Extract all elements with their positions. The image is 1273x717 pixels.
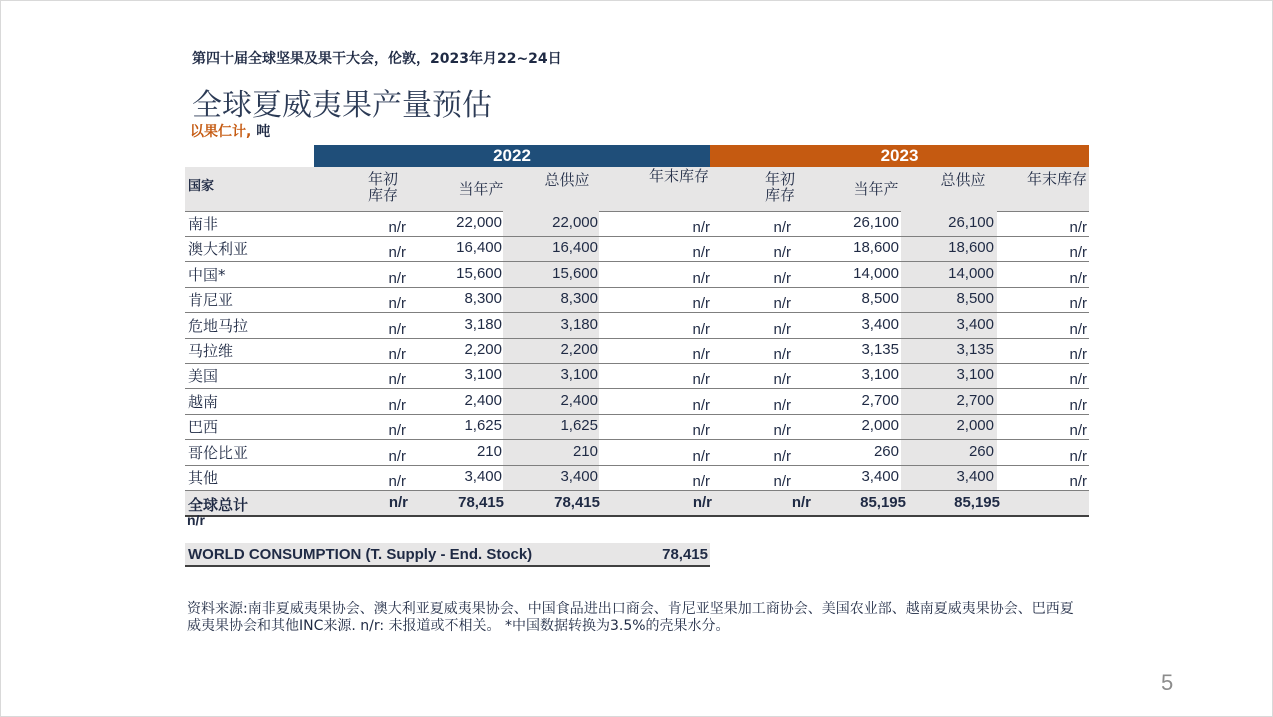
start-stock-2023: n/r <box>773 295 791 313</box>
end-stock-2022: n/r <box>692 219 710 236</box>
start-stock-2022: n/r <box>388 244 406 262</box>
total-supply-2022: 210 <box>572 442 598 460</box>
total-supply-2023: 3,135 <box>956 341 994 358</box>
total-supply-2022: 15,600 <box>552 264 598 282</box>
total-supply-2022: 22,000 <box>552 214 598 231</box>
production-2022: 3,180 <box>464 315 502 333</box>
production-2022: 16,400 <box>456 239 502 257</box>
column-header-row <box>185 167 1089 212</box>
header-start-stock-line1: 年初 <box>367 170 398 188</box>
total-supply-2023: 18,600 <box>948 239 994 257</box>
country-name: 巴西 <box>188 418 219 437</box>
start-stock-2022: n/r <box>388 396 406 414</box>
year-header-2022: 2022 <box>314 145 710 167</box>
header-country: 国家 <box>188 179 215 194</box>
country-name: 哥伦比亚 <box>188 443 249 462</box>
header-production-2023: 当年产 <box>853 180 899 198</box>
total-supply-2022: 2,400 <box>560 391 598 409</box>
total-production-2023: 85,195 <box>860 494 906 511</box>
start-stock-2022: n/r <box>388 422 406 440</box>
total-label: 全球总计 <box>188 496 249 514</box>
production-2022: 22,000 <box>456 214 502 231</box>
header-start-stock-2023 <box>754 171 806 203</box>
table-row <box>185 465 1089 491</box>
table-row <box>185 414 1089 440</box>
start-stock-2022: n/r <box>388 269 406 287</box>
production-2022: 15,600 <box>456 264 502 282</box>
country-name: 南非 <box>188 215 219 233</box>
world-consumption-value: 78,415 <box>662 546 708 563</box>
end-stock-2023: n/r <box>1069 269 1087 287</box>
table-row <box>185 211 1089 237</box>
start-stock-2022: n/r <box>388 371 406 389</box>
end-stock-2023: n/r <box>1069 473 1087 490</box>
total-supply-2023: 2,700 <box>956 391 994 409</box>
start-stock-2023: n/r <box>773 320 791 338</box>
total-supply-2023: 85,195 <box>954 494 1000 511</box>
production-2023: 3,135 <box>861 341 899 358</box>
header-end-stock-2023: 年末库存 <box>1026 170 1087 188</box>
country-name: 肯尼亚 <box>188 291 234 310</box>
start-stock-2023: n/r <box>773 371 791 389</box>
start-stock-2023: n/r <box>773 346 791 363</box>
total-supply-2023: 3,400 <box>956 315 994 333</box>
total-supply-2022: 2,200 <box>560 341 598 358</box>
end-stock-2022: n/r <box>692 346 710 363</box>
total-supply-2023: 2,000 <box>956 417 994 435</box>
unit-note <box>190 121 270 141</box>
world-consumption-label: WORLD CONSUMPTION (T. Supply - End. Stock) <box>188 546 533 563</box>
production-2022: 8,300 <box>464 290 502 308</box>
country-name: 越南 <box>188 392 219 411</box>
start-stock-2022: n/r <box>388 295 406 313</box>
total-start-stock-2022: n/r <box>388 494 408 511</box>
start-stock-2023: n/r <box>773 447 791 465</box>
end-stock-2022: n/r <box>692 269 710 287</box>
production-2023: 3,400 <box>861 468 899 485</box>
header-end-stock-2022: 年末库存 <box>648 167 709 185</box>
end-stock-2023: n/r <box>1069 422 1087 440</box>
total-end-stock-2022: n/r <box>692 494 712 511</box>
total-start-stock-2023: n/r <box>791 494 811 511</box>
total-supply-2022: 78,415 <box>554 494 600 511</box>
source-note: 资料来源:南非夏威夷果协会、澳大利亚夏威夷果协会、中国食品进出口商会、肯尼亚坚果加工商协会、美国农业部、越南夏威夷果协会、巴西夏威夷果协会和其他INC来源. n/r: 未报道或不相关。 *中国数据转换为3.5%的壳果水分。 <box>187 601 1074 634</box>
total-supply-2023: 14,000 <box>948 264 994 282</box>
page-number: 5 <box>1161 670 1174 695</box>
end-stock-2023: n/r <box>1069 244 1087 262</box>
page-title: 全球夏威夷果产量预估 <box>192 88 492 123</box>
total-supply-2022: 16,400 <box>552 239 598 257</box>
start-stock-2023: n/r <box>773 269 791 287</box>
production-2023: 3,400 <box>861 315 899 333</box>
table-row <box>185 440 1089 466</box>
total-supply-2022: 8,300 <box>560 290 598 308</box>
end-stock-2022: n/r <box>692 473 710 490</box>
country-name: 马拉维 <box>188 342 234 360</box>
total-supply-2022: 1,625 <box>560 417 598 435</box>
total-row <box>185 491 1089 517</box>
end-stock-2023: n/r <box>1069 295 1087 313</box>
production-2023: 3,100 <box>861 366 899 384</box>
table-row <box>185 287 1089 313</box>
total-supply-2023: 260 <box>968 442 994 460</box>
end-stock-2023: n/r <box>1069 346 1087 363</box>
total-supply-2022: 3,100 <box>560 366 598 384</box>
total-supply-2023: 3,400 <box>956 468 994 485</box>
start-stock-2022: n/r <box>388 473 406 490</box>
unit-suffix: 吨 <box>256 124 271 140</box>
total-production-2022: 78,415 <box>458 494 504 511</box>
production-2023: 260 <box>873 442 899 460</box>
table-row <box>185 313 1089 339</box>
production-2022: 2,400 <box>464 391 502 409</box>
start-stock-2022: n/r <box>388 346 406 363</box>
production-2022: 3,100 <box>464 366 502 384</box>
country-name: 其他 <box>188 469 219 487</box>
end-stock-2023: n/r <box>1069 320 1087 338</box>
total-supply-2023: 3,100 <box>956 366 994 384</box>
end-stock-2022: n/r <box>692 422 710 440</box>
production-2023: 8,500 <box>861 290 899 308</box>
country-name: 危地马拉 <box>188 316 249 335</box>
header-start-stock-line1: 年初 <box>764 170 795 188</box>
start-stock-2022: n/r <box>388 219 406 236</box>
total-supply-2023: 26,100 <box>948 214 994 231</box>
header-start-stock-line2: 库存 <box>367 186 398 204</box>
production-2023: 2,700 <box>861 391 899 409</box>
end-stock-2022: n/r <box>692 396 710 414</box>
production-2022: 2,200 <box>464 341 502 358</box>
total-supply-2023: 8,500 <box>956 290 994 308</box>
end-stock-2022: n/r <box>692 371 710 389</box>
start-stock-2022: n/r <box>388 320 406 338</box>
header-start-stock-line2: 库存 <box>764 186 795 204</box>
unit-prefix: 以果仁计, <box>190 124 252 140</box>
start-stock-2023: n/r <box>773 473 791 490</box>
total-end-stock-2023: n/r <box>187 512 205 528</box>
world-consumption-row <box>185 543 710 567</box>
production-2023: 18,600 <box>853 239 899 257</box>
header-start-stock-2022 <box>357 171 409 203</box>
table-row <box>185 363 1089 389</box>
table-row <box>185 338 1089 364</box>
total-supply-2022: 3,400 <box>560 468 598 485</box>
country-name: 美国 <box>188 367 219 386</box>
production-2022: 1,625 <box>464 417 502 435</box>
production-2022: 210 <box>476 442 502 460</box>
start-stock-2023: n/r <box>773 396 791 414</box>
end-stock-2022: n/r <box>692 320 710 338</box>
country-name: 澳大利亚 <box>188 240 249 259</box>
country-name: 中国* <box>188 265 226 284</box>
conference-subtitle: 第四十届全球坚果及果干大会，伦敦，2023年月22~24日 <box>192 51 562 67</box>
table-row <box>185 262 1089 288</box>
production-2023: 26,100 <box>853 214 899 231</box>
production-2023: 14,000 <box>853 264 899 282</box>
start-stock-2023: n/r <box>773 244 791 262</box>
table-row <box>185 389 1089 415</box>
header-total-supply-2022: 总供应 <box>544 171 590 189</box>
production-2022: 3,400 <box>464 468 502 485</box>
production-2023: 2,000 <box>861 417 899 435</box>
table-row <box>185 236 1089 262</box>
year-header-2023: 2023 <box>710 145 1089 167</box>
header-production-2022: 当年产 <box>458 180 504 198</box>
end-stock-2022: n/r <box>692 244 710 262</box>
start-stock-2022: n/r <box>388 447 406 465</box>
end-stock-2022: n/r <box>692 447 710 465</box>
end-stock-2023: n/r <box>1069 219 1087 236</box>
total-supply-2022: 3,180 <box>560 315 598 333</box>
end-stock-2023: n/r <box>1069 371 1087 389</box>
end-stock-2022: n/r <box>692 295 710 313</box>
end-stock-2023: n/r <box>1069 396 1087 414</box>
start-stock-2023: n/r <box>773 219 791 236</box>
start-stock-2023: n/r <box>773 422 791 440</box>
end-stock-2023: n/r <box>1069 447 1087 465</box>
header-total-supply-2023: 总供应 <box>940 171 986 189</box>
